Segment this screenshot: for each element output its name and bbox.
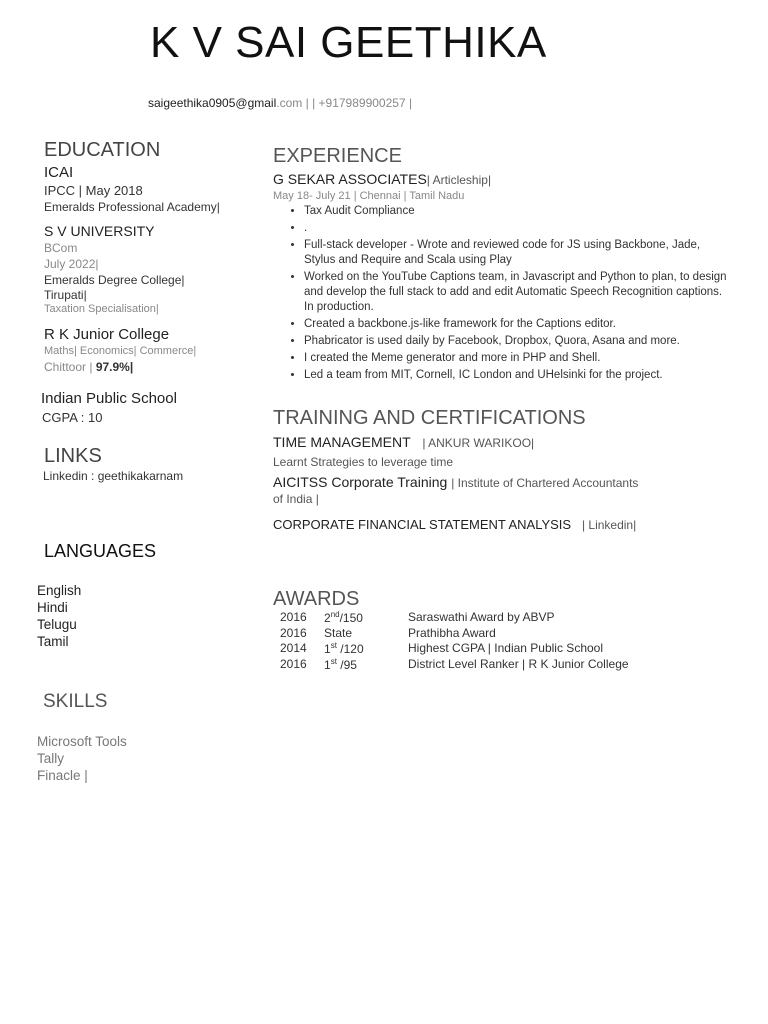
- award-year: 2016: [280, 626, 307, 640]
- training-1: [273, 434, 534, 450]
- training-1-title: TIME MANAGEMENT: [273, 434, 411, 450]
- rk-subjects: Maths| Economics| Commerce|: [44, 345, 197, 357]
- svu-date: July 2022|: [44, 257, 99, 271]
- rk-title: R K Junior College: [44, 326, 170, 343]
- skill-item: Tally: [37, 751, 65, 766]
- icai-title: ICAI: [44, 164, 74, 181]
- email[interactable]: saigeethika0905@gmail: [148, 96, 277, 110]
- experience-bullet: • .: [304, 221, 734, 236]
- icai-line1: IPCC | May 2018: [44, 183, 143, 198]
- email-suffix: .com: [276, 96, 303, 110]
- training-1-desc: Learnt Strategies to leverage time: [273, 455, 454, 469]
- ips-title: Indian Public School: [41, 390, 177, 407]
- languages-list: [37, 582, 81, 650]
- training-2: [273, 474, 638, 490]
- experience-bullet: • Created a backbone.js-like framework for the Captions editor.: [304, 317, 734, 332]
- award-year: 2014: [280, 641, 307, 655]
- award-desc: Prathibha Award: [408, 626, 496, 640]
- award-rank: 1st /120: [324, 641, 364, 656]
- phone: | | +917989900257 |: [305, 96, 413, 110]
- training-2-title: AICITSS Corporate Training: [273, 474, 448, 490]
- svu-college: Emeralds Degree College|: [44, 273, 185, 287]
- training-1-org: | ANKUR WARIKOO|: [422, 436, 535, 450]
- experience-bullet: • Full-stack developer - Wrote and reviewed code for JS using Backbone, Jade, Stylus and Require and Scala using Play: [304, 238, 734, 268]
- experience-company-line: [273, 171, 491, 187]
- award-desc: Saraswathi Award by ABVP: [408, 610, 555, 624]
- experience-bullet: • Phabricator is used daily by Facebook, Dropbox, Quora, Asana and more.: [304, 334, 734, 349]
- award-rank: State: [324, 626, 353, 640]
- awards-heading: AWARDS: [273, 588, 360, 610]
- rk-score: 97.9%|: [95, 360, 134, 374]
- education-heading: EDUCATION: [44, 139, 161, 161]
- award-year: 2016: [280, 657, 307, 671]
- skills-list: [37, 733, 127, 784]
- award-row: [276, 610, 629, 626]
- award-rank: 1st /95: [324, 657, 357, 672]
- award-row: [276, 657, 629, 673]
- experience-bullet: • Worked on the YouTube Captions team, in Javascript and Python to plan, to design and develop the full stack to add and edit Automatic Speech Recognition captions. In production.: [304, 270, 734, 315]
- training-heading: TRAINING AND CERTIFICATIONS: [273, 407, 586, 429]
- award-rank: 2nd/150: [324, 610, 363, 625]
- language-item: Hindi: [37, 600, 68, 615]
- ips-cgpa: CGPA : 10: [42, 410, 103, 425]
- language-item: Tamil: [37, 634, 69, 649]
- rk-score-line: [44, 360, 133, 374]
- award-desc: Highest CGPA | Indian Public School: [408, 641, 603, 655]
- links-heading: LINKS: [44, 445, 102, 467]
- experience-bullet: • I created the Meme generator and more in PHP and Shell.: [304, 351, 734, 366]
- linkedin-link[interactable]: Linkedin : geethikakarnam: [43, 469, 184, 483]
- training-3-org: | Linkedin|: [581, 518, 637, 532]
- awards-table: [276, 610, 629, 673]
- language-item: English: [37, 583, 82, 598]
- company-name: G SEKAR ASSOCIATES: [273, 171, 427, 187]
- experience-meta: May 18- July 21 | Chennai | Tamil Nadu: [273, 190, 465, 202]
- experience-bullet: • Tax Audit Compliance: [304, 204, 734, 219]
- award-row: [276, 641, 629, 657]
- company-role: | Articleship|: [426, 173, 492, 187]
- candidate-name: K V SAI GEETHIKA: [150, 18, 547, 67]
- training-2-org-cont: of India |: [273, 492, 319, 506]
- experience-heading: EXPERIENCE: [273, 145, 402, 167]
- language-item: Telugu: [37, 617, 77, 632]
- training-3-title: CORPORATE FINANCIAL STATEMENT ANALYSIS: [273, 517, 572, 532]
- svu-city: Tirupati|: [44, 288, 87, 302]
- award-row: [276, 626, 629, 641]
- skill-item: Finacle |: [37, 768, 88, 783]
- rk-city: Chittoor |: [44, 360, 96, 374]
- contact-line: [148, 96, 412, 110]
- skill-item: Microsoft Tools: [37, 734, 127, 749]
- skills-heading: SKILLS: [43, 691, 108, 712]
- training-3: [273, 517, 636, 532]
- award-desc: District Level Ranker | R K Junior College: [408, 657, 629, 671]
- languages-heading: LANGUAGES: [44, 541, 157, 561]
- experience-bullets: [286, 204, 734, 385]
- experience-bullet: • Led a team from MIT, Cornell, IC London and UHelsinki for the project.: [304, 368, 734, 383]
- svu-degree: BCom: [44, 241, 78, 255]
- svu-title: S V UNIVERSITY: [44, 223, 155, 239]
- icai-line2: Emeralds Professional Academy|: [44, 200, 220, 214]
- award-year: 2016: [280, 610, 307, 624]
- svu-spec: Taxation Specialisation|: [44, 303, 159, 315]
- training-2-org: | Institute of Chartered Accountants: [451, 476, 639, 490]
